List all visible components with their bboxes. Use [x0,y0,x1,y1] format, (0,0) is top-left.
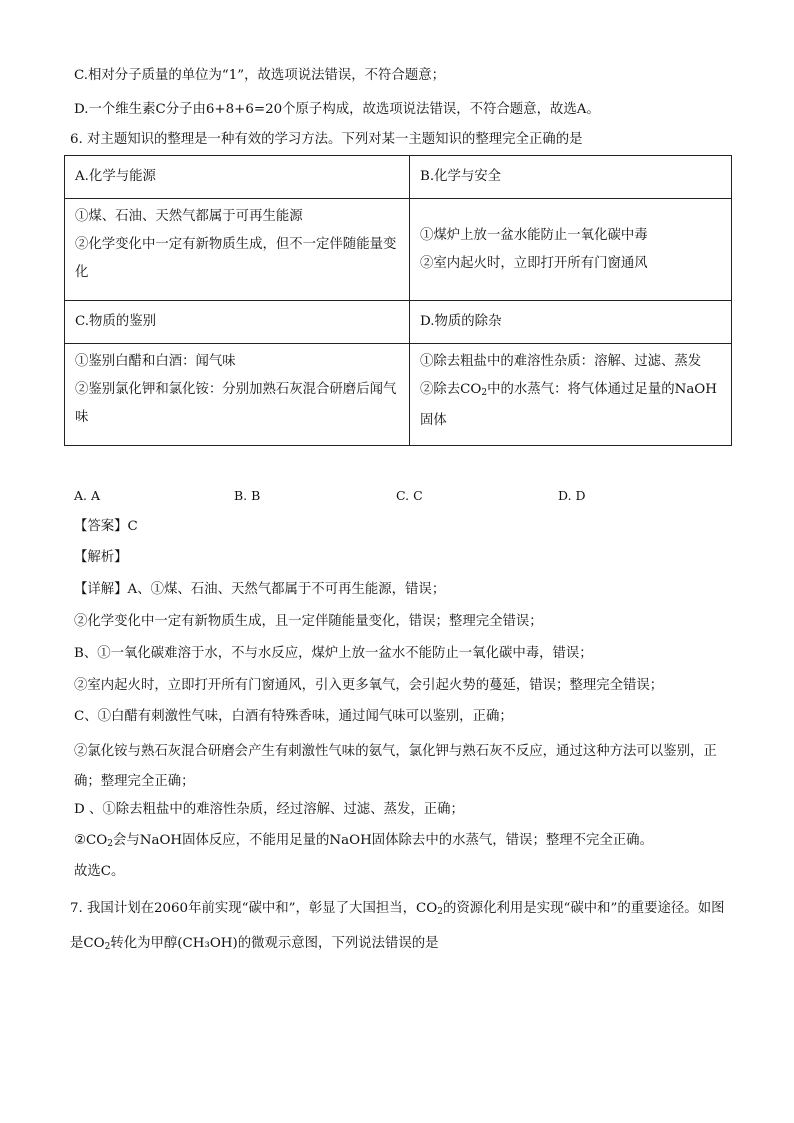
analysis-label: 【解析】 [74,550,128,565]
detail-line-2: ②化学变化中一定有新物质生成，且一定伴随能量变化，错误；整理完全错误； [74,614,543,629]
cell-b-line-1: ①煤炉上放一盆水能防止一氧化碳中毒 [420,227,648,243]
cell-c-line-1: ①鉴别白醋和白酒：闻气味 [75,354,236,369]
q7-mid: 的资源化利用是实现“碳中和”的重要途径。如图是CO [70,901,725,951]
detail-line-7: D 、①除去粗盐中的难溶性杂质，经过溶解、过滤、蒸发，正确； [74,802,464,817]
detail-line-9: 故选C。 [74,864,125,879]
detail-line-8-pre: ②CO [74,833,108,848]
answer-label: 【答案】C [74,519,138,534]
answer-choices [74,488,734,508]
detail-line-3: B、①一氧化碳难溶于水，不与水反应，煤炉上放一盆水不能防止一氧化碳中毒，错误； [74,646,593,661]
cell-a-content [65,199,410,301]
cell-d-line-2-sub: 2 [481,388,488,398]
detail-line-1: 【详解】A、①煤、石油、天然气都属于不可再生能源，错误； [74,582,446,597]
choice-a: A. A [74,488,101,503]
detail-line-4: ②室内起火时，立即打开所有门窗通风，引入更多氧气，会引起火势的蔓延，错误；整理完全错误； [74,678,664,693]
cell-d-line-2 [420,376,721,435]
cell-c-title: C.物质的鉴别 [65,301,410,344]
question-6-stem: 6. 对主题知识的整理是一种有效的学习方法。下列对某一主题知识的整理完全正确的是 [70,132,583,147]
detail-line-6: ②氯化铵与熟石灰混合研磨会产生有刺激性气味的氨气，氯化钾与熟石灰不反应，通过这种方法可以鉴别，正确；整理完全正确； [74,744,717,789]
cell-d-line-1: ①除去粗盐中的难溶性杂质：溶解、过滤、蒸发 [420,354,702,369]
detail-line-8-sub: 2 [107,839,113,849]
detail-line-5: C、①白醋有刺激性气味，白酒有特殊香味，通过闻气味可以鉴别，正确； [74,709,513,724]
question-7-stem [70,893,734,963]
cell-d-line-2-pre: ②除去CO [420,382,482,397]
cell-a-title: A.化学与能源 [65,156,410,199]
cell-d-content [410,344,732,446]
cell-d-title: D.物质的除杂 [410,301,732,344]
q7-sub-1: 2 [437,907,443,917]
detail-line-8 [74,831,653,854]
explanation-d-line: D.一个维生素C分子由6+8+6=20个原子构成，故选项说法错误，不符合题意，故选A。 [74,102,600,117]
cell-c-line-2: ②鉴别氯化钾和氯化铵：分别加熟石灰混合研磨后闻气味 [75,382,397,425]
choice-b: B. B [234,488,261,503]
choice-c: C. C [396,488,423,503]
q7-pre: 7. 我国计划在2060年前实现“碳中和”，彰显了大国担当，CO [70,901,438,916]
cell-b-content [410,199,732,301]
cell-d-line-2-post: 中的水蒸气：将气体通过足量的NaOH固体 [420,382,717,428]
question-6-table [64,155,732,446]
detail-line-8-post: 会与NaOH固体反应，不能用足量的NaOH固体除去中的水蒸气，错误；整理不完全正确。 [112,833,653,848]
cell-a-line-1: ①煤、石油、天然气都属于可再生能源 [75,209,303,224]
q7-post: 转化为甲醇(CH₃OH)的微观示意图，下列说法错误的是 [110,936,439,951]
cell-c-content [65,344,410,446]
cell-b-title: B.化学与安全 [410,156,732,199]
cell-a-line-2: ②化学变化中一定有新物质生成，但不一定伴随能量变化 [75,237,397,280]
explanation-c-line: C.相对分子质量的单位为“1”，故选项说法错误，不符合题意； [74,68,445,83]
cell-b-line-2: ②室内起火时，立即打开所有门窗通风 [420,255,648,271]
choice-d: D. D [558,488,586,503]
q7-sub-2: 2 [104,942,111,952]
